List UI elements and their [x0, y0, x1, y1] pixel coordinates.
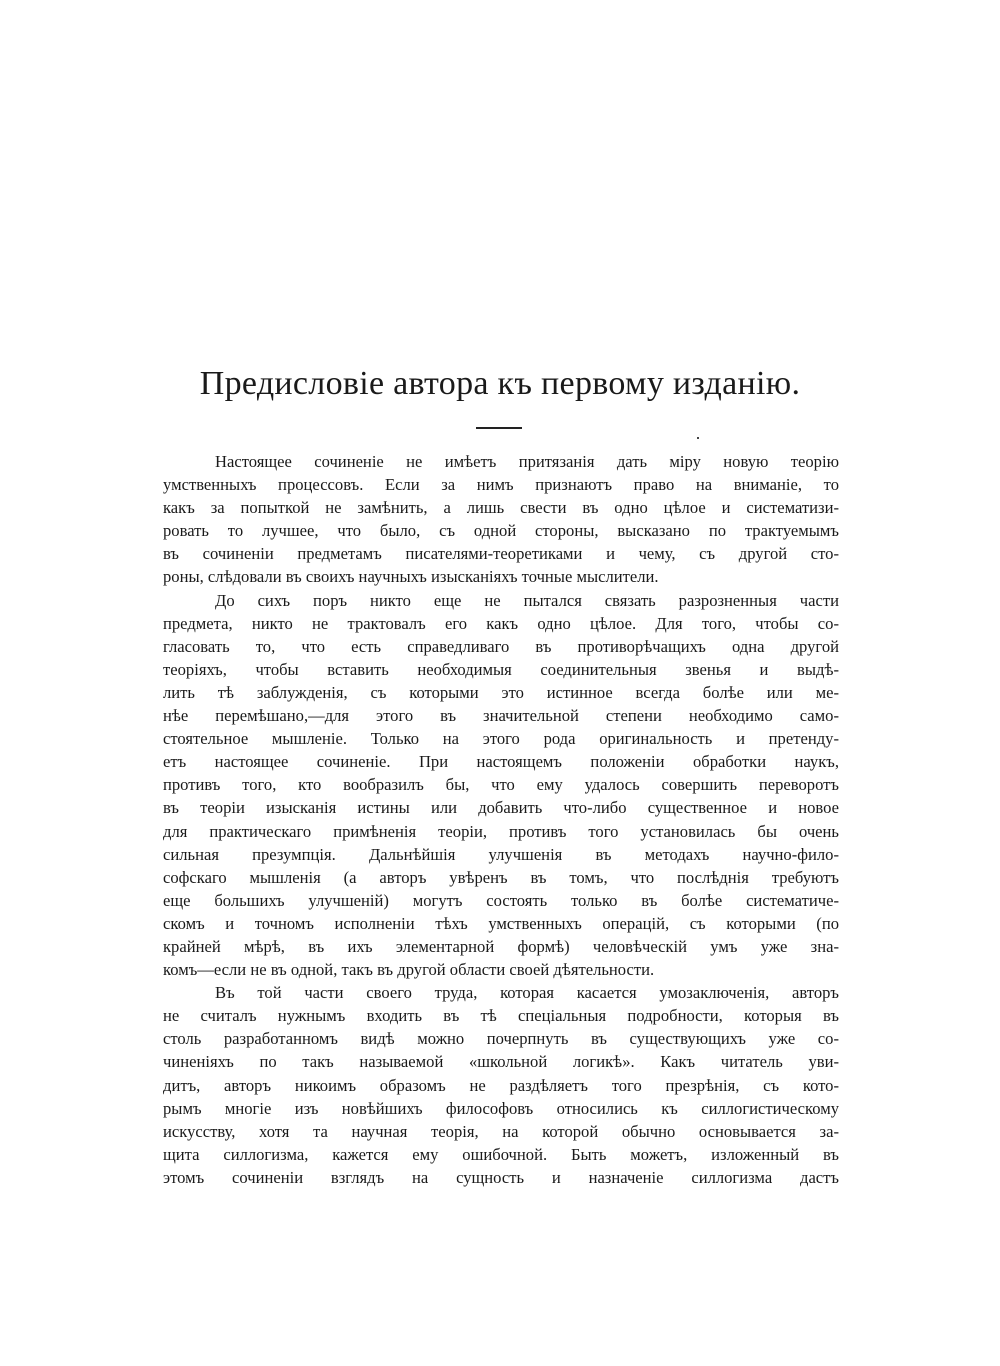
- title-divider: [476, 427, 522, 429]
- text-line: въ сочиненіи предметамъ писателями-теоретиками и чему, съ другой сто-: [163, 544, 839, 564]
- text-line: противъ того, кто вообразилъ бы, что ему удалось совершить переворотъ: [163, 775, 839, 795]
- text-line: скомъ и точномъ исполненіи тѣхъ умственныхъ операцій, съ которыми (по: [163, 913, 839, 933]
- text-line: лить тѣ заблужденія, съ которыми это истинное всегда болѣе или ме-: [163, 682, 839, 702]
- text-line: Въ той части своего труда, которая касается умозаключенія, авторъ: [215, 983, 839, 1003]
- text-line: крайней мѣрѣ, въ ихъ элементарной формѣ) человѣческій умъ уже зна-: [163, 936, 839, 956]
- text-line: етъ настоящее сочиненіе. При настоящемъ положеніи обработки наукъ,: [163, 752, 839, 772]
- page-title: Предисловіе автора къ первому изданію.: [199, 365, 801, 402]
- text-line: ровать то лучшее, что было, съ одной стороны, высказано по трактуемымъ: [163, 521, 839, 541]
- text-line: гласовать то, что есть справедливаго въ противорѣчащихъ одна другой: [163, 636, 839, 656]
- text-line: предмета, никто не трактовалъ его какъ одно цѣлое. Для того, чтобы со-: [163, 613, 839, 633]
- print-speck: [697, 437, 699, 439]
- text-line: софскаго мышленія (а авторъ увѣренъ въ томъ, что послѣднія требуютъ: [163, 867, 839, 887]
- text-line: умственныхъ процессовъ. Если за нимъ признаютъ право на вниманіе, то: [163, 475, 839, 495]
- text-line: этомъ сочиненіи взглядъ на сущность и назначеніе силлогизма дастъ: [163, 1167, 839, 1187]
- text-line: Настоящее сочиненіе не имѣетъ притязанія дать міру новую теорію: [215, 452, 839, 471]
- text-line: столь разработанномъ видѣ можно почерпнуть въ существующихъ уже со-: [163, 1029, 839, 1049]
- text-line: чиненіяхъ по такъ называемой «школьной логикѣ». Какъ читатель уви-: [163, 1052, 839, 1072]
- text-line: дитъ, авторъ никоимъ образомъ не раздѣляетъ того презрѣнія, съ кото-: [163, 1075, 839, 1095]
- paragraph-3: [163, 981, 839, 1189]
- text-line: щита силлогизма, кажется ему ошибочной. Быть можетъ, изложенный въ: [163, 1144, 839, 1164]
- text-line: рымъ многіе изъ новѣйшихъ философовъ относились къ силлогистическому: [163, 1098, 839, 1118]
- text-line: искусству, хотя та научная теорія, на которой обычно основывается за-: [163, 1121, 839, 1141]
- text-line: комъ—если не въ одной, такъ въ другой области своей дѣятельности.: [163, 960, 655, 980]
- text-line: въ теоріи изысканія истины или добавить что-либо существенное и новое: [163, 798, 839, 818]
- text-line: какъ за попыткой не замѣнить, а лишь свести въ одно цѣлое и систематизи-: [163, 498, 839, 518]
- text-line: не считалъ нужнымъ входить въ тѣ спеціальныя подробности, которыя въ: [163, 1006, 839, 1026]
- paragraph-2: [163, 589, 839, 982]
- text-line: стоятельное мышленіе. Только на этого рода оригинальность и претенду-: [163, 729, 839, 749]
- body-text: [163, 450, 839, 1189]
- text-line: еще большихъ улучшеній) могутъ состоять только въ болѣе систематиче-: [163, 890, 839, 910]
- text-line: нѣе перемѣшано,—для этого въ значительной степени необходимо само-: [163, 706, 839, 726]
- text-line: для практическаго примѣненія теоріи, противъ того установилась бы очень: [163, 821, 839, 841]
- text-line: До сихъ поръ никто еще не пытался связать разрозненныя части: [215, 590, 839, 610]
- text-line: теоріяхъ, чтобы вставить необходимыя соединительныя звенья и выдѣ-: [163, 659, 839, 679]
- text-line: сильная презумпція. Дальнѣйшія улучшенія въ методахъ научно-фило-: [163, 844, 839, 864]
- text-line: роны, слѣдовали въ своихъ научныхъ изысканіяхъ точные мыслители.: [163, 567, 659, 587]
- paragraph-1: [163, 450, 839, 589]
